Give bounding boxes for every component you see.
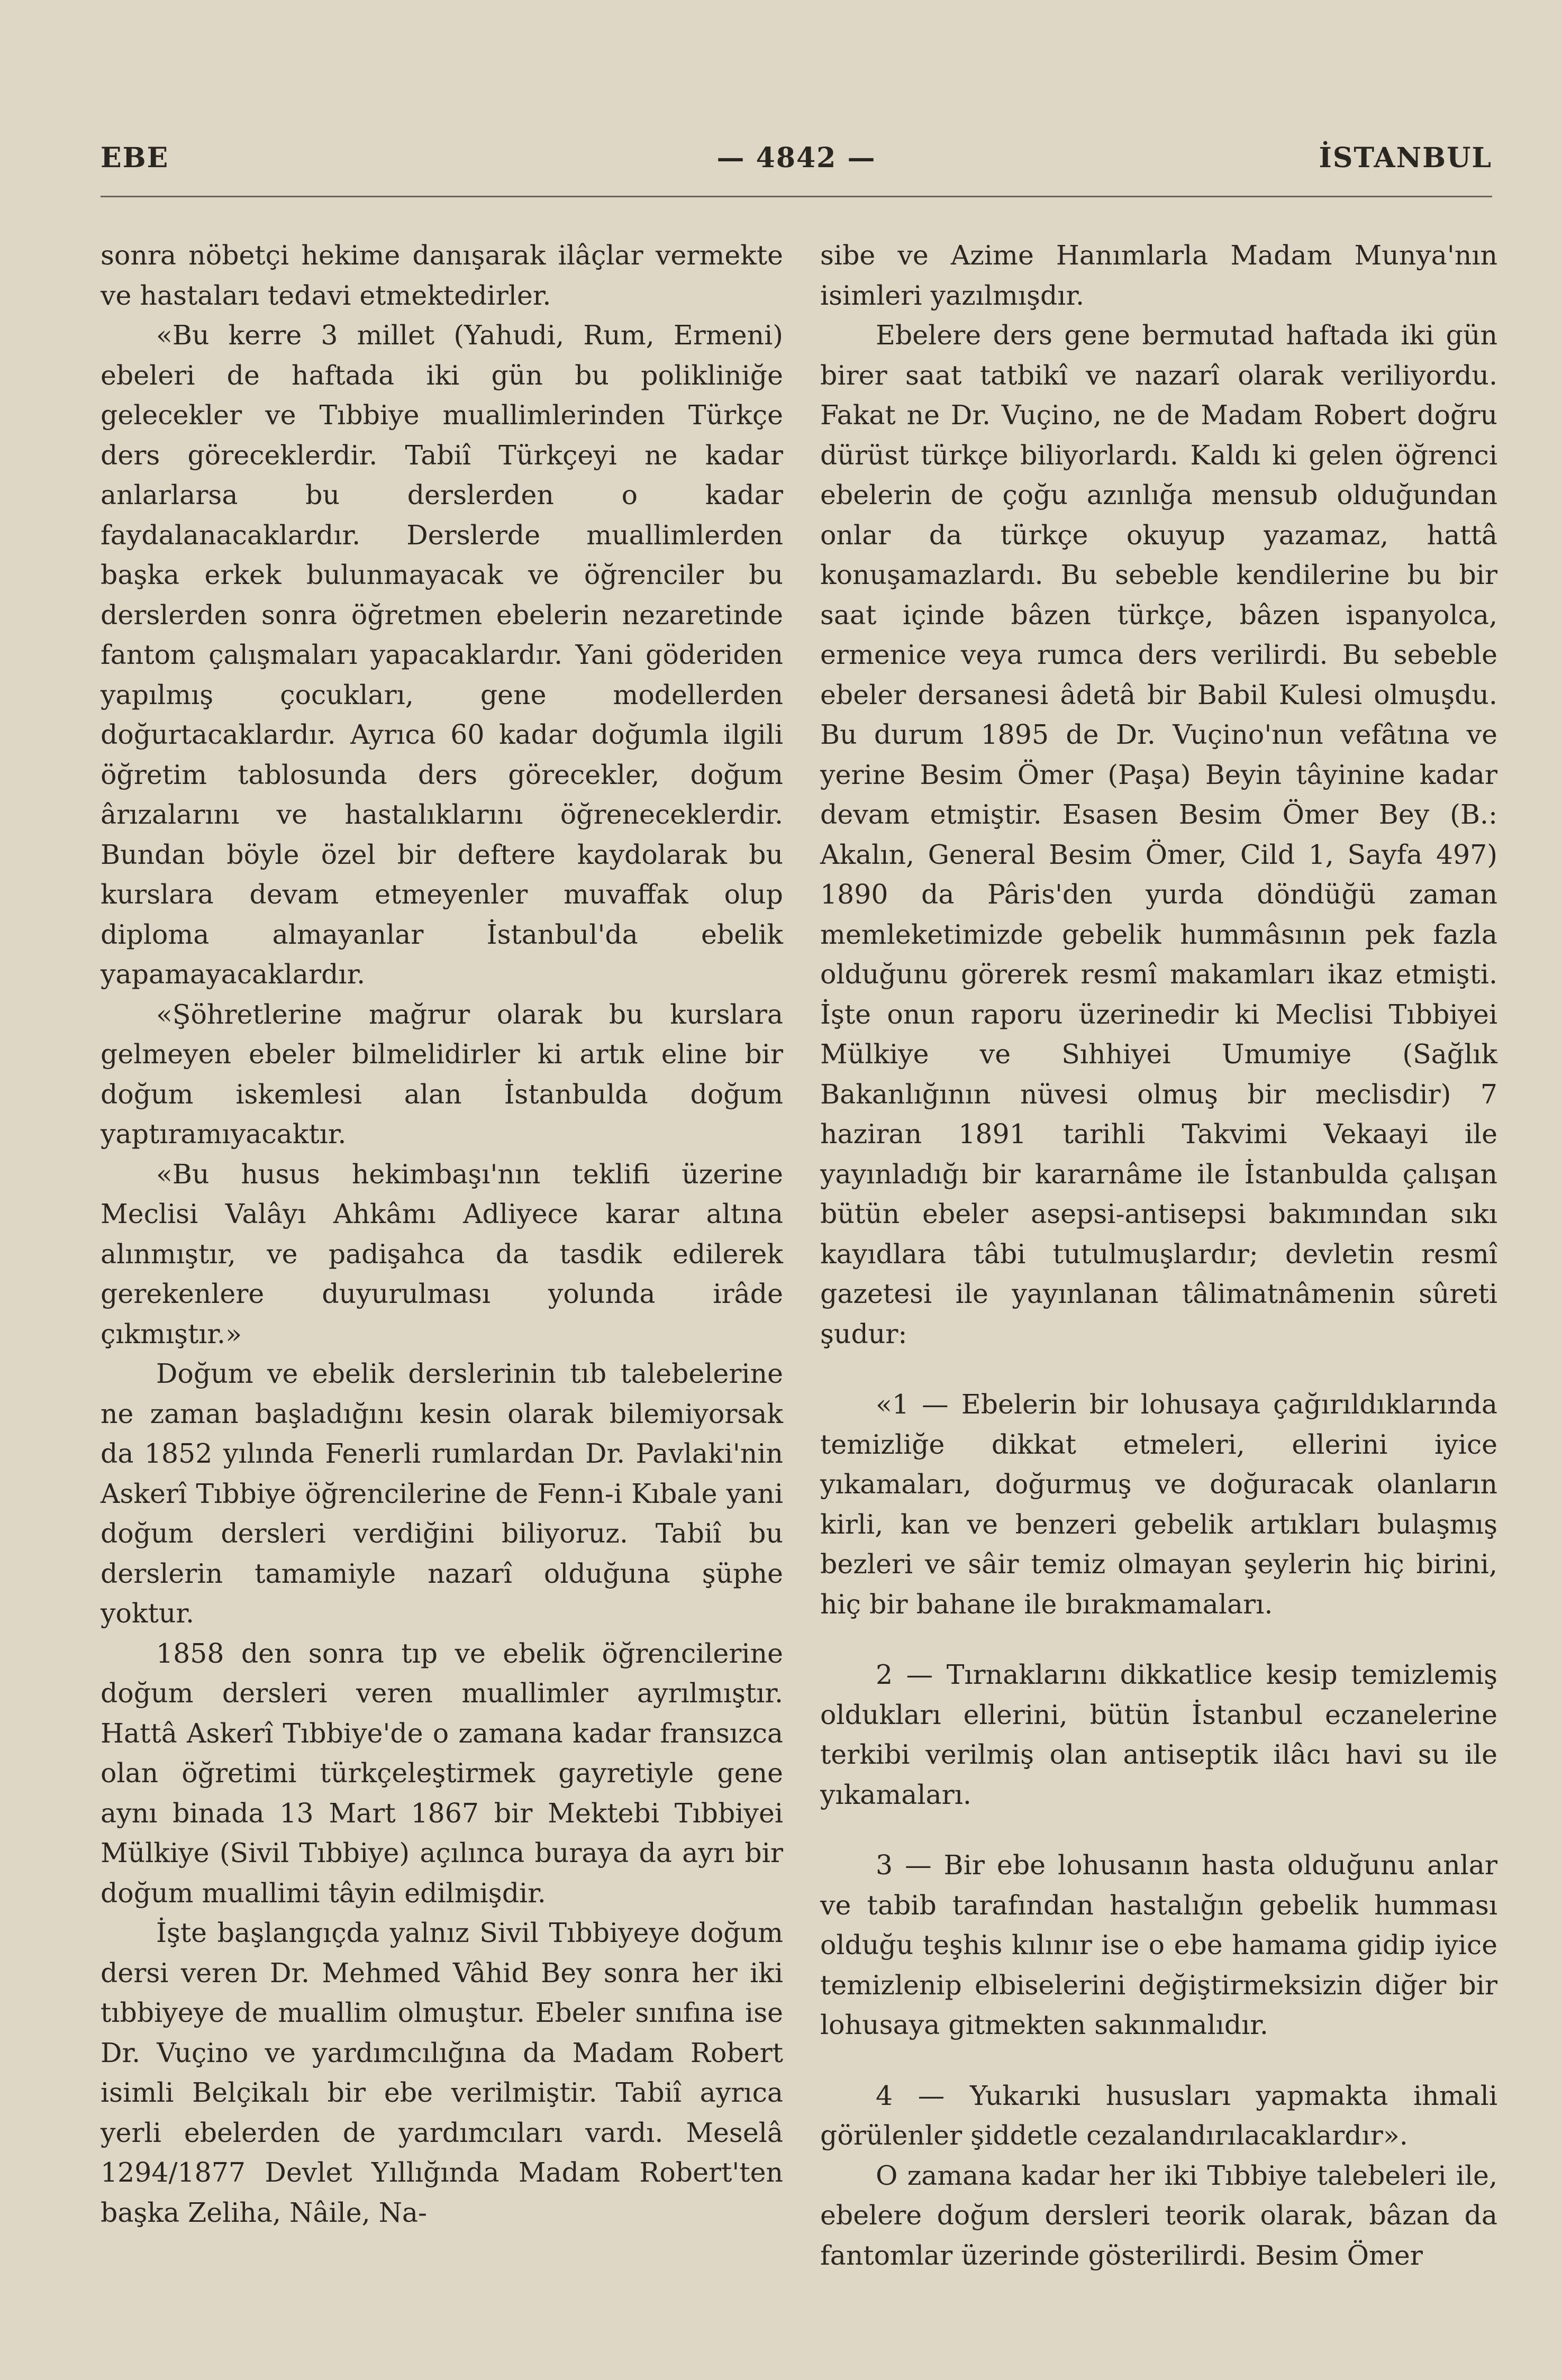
header-right-title: İSTANBUL: [1319, 142, 1492, 174]
regulation-item-3: 3 — Bir ebe lohusanın hasta olduğunu anlar ve tabib tarafından hastalığın gebelik humması olduğu teşhis kılınır ise o ebe hamama gidip iyice temizlenip elbiselerini değiştirmeksizin diğer bir lohusaya gitmekten sakınmalıdır.: [820, 1849, 1497, 2040]
paragraph: «Şöhretlerine mağrur olarak bu kurslara gelmeyen ebeler bilmelidirler ki artık eline bir doğum iskemlesi alan İstanbulda doğum yaptıramıyacaktır.: [101, 998, 783, 1150]
paragraph: Doğum ve ebelik derslerinin tıb talebelerine ne zaman başladığını kesin olarak bilemiyorsak da 1852 yılında Fenerli rumlardan Dr. Pavlaki'nin Askerî Tıbbiye öğrencilerine de Fenn-i Kıbale yani doğum dersleri verdiğini biliyoruz. Tabiî bu derslerin tamamiyle nazarî olduğuna şüphe yoktur.: [101, 1358, 783, 1629]
header-left-title: EBE: [101, 142, 169, 174]
left-column: [101, 235, 783, 2232]
page-number: — 4842 —: [716, 142, 876, 174]
paragraph: O zamana kadar her iki Tıbbiye talebeleri ile, ebelere doğum dersleri teorik olarak, bâzan da fantomlar üzerinde gösterilirdi. Besim Ömer: [820, 2159, 1497, 2271]
paragraph: İşte başlangıçda yalnız Sivil Tıbbiyeye doğum dersi veren Dr. Mehmed Vâhid Bey sonra her iki tıbbiyeye de muallim olmuştur. Ebeler sınıfına ise Dr. Vuçino ve yardımcılığına da Madam Robert isimli Belçikalı bir ebe verilmiştir. Tabiî ayrıca yerli ebelerden de yardımcıları vardı. Meselâ 1294/1877 Devlet Yıllığında Madam Robert'ten başka Zeliha, Nâile, Na-: [101, 1917, 783, 2228]
regulation-item-1: «1 — Ebelerin bir lohusaya çağırıldıklarında temizliğe dikkat etmeleri, ellerini iyice yıkamaları, doğurmuş ve doğuracak olanların kirli, kan ve benzeri gebelik artıkları bulaşmış bezleri ve sâir temiz olmayan şeylerin hiç birini, hiç bir bahane ile bırakmamaları.: [820, 1389, 1497, 1620]
paragraph: «Bu kerre 3 millet (Yahudi, Rum, Ermeni) ebeleri de haftada iki gün bu polikliniğe gelecekler ve Tıbbiye muallimlerinden Türkçe ders göreceklerdir. Tabiî Türkçeyi ne kadar anlarlarsa bu derslerden o kadar faydalanacaklardır. Derslerde muallimlerden başka erkek bulunmayacak ve öğrenciler bu derslerden sonra öğretmen ebelerin nezaretinde fantom çalışmaları yapacaklardır. Yani göderiden yapılmış çocukları, gene modellerden doğurtacaklardır. Ayrıca 60 kadar doğumla ilgili öğretim tablosunda ders görecekler, doğum ârızalarını ve hastalıklarını öğreneceklerdir. Bundan böyle özel bir deftere kaydolarak bu kurslara devam etmeyenler muvaffak olup diploma almayanlar İstanbul'da ebelik yapamayacaklardır.: [101, 320, 783, 990]
right-column: [820, 235, 1497, 2275]
paragraph: «Bu husus hekimbaşı'nın teklifi üzerine Meclisi Valâyı Ahkâmı Adliyece karar altına alınmıştır, ve padişahca da tasdik edilerek gerekenlere duyurulması yolunda irâde çıkmıştır.»: [101, 1158, 783, 1349]
regulation-item-2: 2 — Tırnaklarını dikkatlice kesip temizlemiş oldukları ellerini, bütün İstanbul eczanelerine terkibi verilmiş olan antiseptik ilâcı havi su ile yıkamaları.: [820, 1659, 1497, 1810]
regulation-item-4: 4 — Yukarıki hususları yapmakta ihmali görülenler şiddetle cezalandırılacaklardır».: [820, 2080, 1497, 2151]
paragraph: sibe ve Azime Hanımlarla Madam Munya'nın isimleri yazılmışdır.: [820, 240, 1497, 311]
paragraph: 1858 den sonra tıp ve ebelik öğrencilerine doğum dersleri veren muallimler ayrılmıştır. Hattâ Askerî Tıbbiye'de o zamana kadar fransızca olan öğretimi türkçeleştirmek gayretiyle gene aynı binada 13 Mart 1867 bir Mektebi Tıbbiyei Mülkiye (Sivil Tıbbiye) açılınca buraya da ayrı bir doğum muallimi tâyin edilmişdir.: [101, 1637, 783, 1909]
header-rule: [101, 196, 1492, 197]
paragraph: Ebelere ders gene bermutad haftada iki gün birer saat tatbikî ve nazarî olarak veriliyordu. Fakat ne Dr. Vuçino, ne de Madam Robert doğru dürüst türkçe biliyorlardı. Kaldı ki gelen öğrenci ebelerin de çoğu azınlığa mensub olduğundan onlar da türkçe okuyup yazamaz, hattâ konuşamazlardı. Bu sebeble kendilerine bu bir saat içinde bâzen türkçe, bâzen ispanyolca, ermenice veya rumca ders verilirdi. Bu sebeble ebeler dersanesi âdetâ bir Babil Kulesi olmuşdu. Bu durum 1895 de Dr. Vuçino'nun vefâtına ve yerine Besim Ömer (Paşa) Beyin tâyinine kadar devam etmiştir. Esasen Besim Ömer Bey (B.: Akalın, General Besim Ömer, Cild 1, Sayfa 497) 1890 da Pâris'den yurda döndüğü zaman memleketimizde gebelik hummâsının pek fazla olduğunu görerek resmî makamları ikaz etmişti. İşte onun raporu üzerinedir ki Meclisi Tıbbiyei Mülkiye ve Sıhhiyei Umumiye (Sağlık Bakanlığının nüvesi olmuş bir meclisdir) 7 haziran 1891 tarihli Takvimi Vekaayi ile yayınladığı bir kararnâme ile İstanbulda çalışan bütün ebeler asepsi-antisepsi bakımından sıkı kayıdlara tâbi tutulmuşlardır; devletin resmî gazetesi ile yayınlanan tâlimatnâmenin sûreti şudur:: [820, 320, 1497, 1349]
page-header: [101, 142, 1492, 184]
paragraph: sonra nöbetçi hekime danışarak ilâçlar vermekte ve hastaları tedavi etmektedirler.: [101, 240, 783, 311]
